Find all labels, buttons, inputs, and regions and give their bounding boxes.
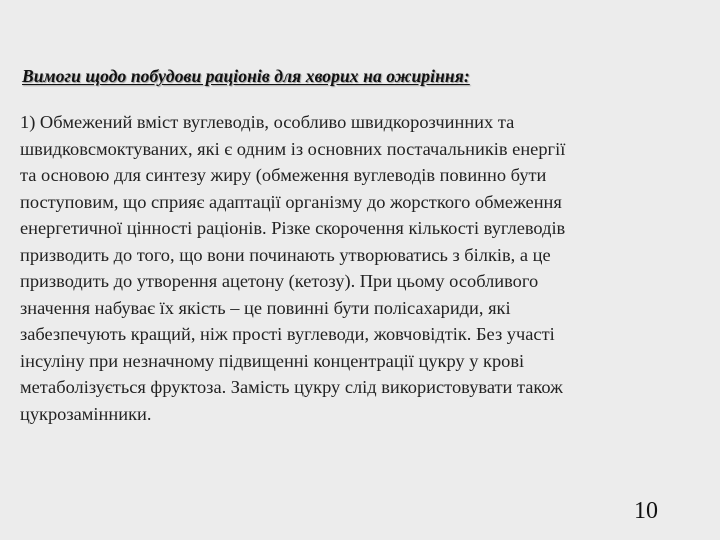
slide-body-text: 1) Обмежений вміст вуглеводів, особливо швидкорозчинних та швидковсмоктуваних, які є одним із основних постачальників енергії та основою для синтезу жиру (обмеження вуглеводів повинно бути поступовим, що сприяє адаптації організму до жорсткого обмеження енергетичної цінності раціонів. Різке скорочення кількості вуглеводів призводить до того, що вони починають утворюватись з білків, а це призводить до утворення ацетону (кетозу). При цьому особливого значення набуває їх якість – це повинні бути полісахариди, які забезпечують кращий, ніж прості вуглеводи, жовчовідтік. Без участі інсуліну при незначному підвищенні концентрації цукру у крові метаболізується фруктоза. Замість цукру слід використовувати також цукрозамінники. [20, 112, 566, 424]
page-number: 10 [634, 498, 658, 524]
slide-title: Вимоги щодо побудови раціонів для хворих на ожиріння: [22, 66, 470, 86]
